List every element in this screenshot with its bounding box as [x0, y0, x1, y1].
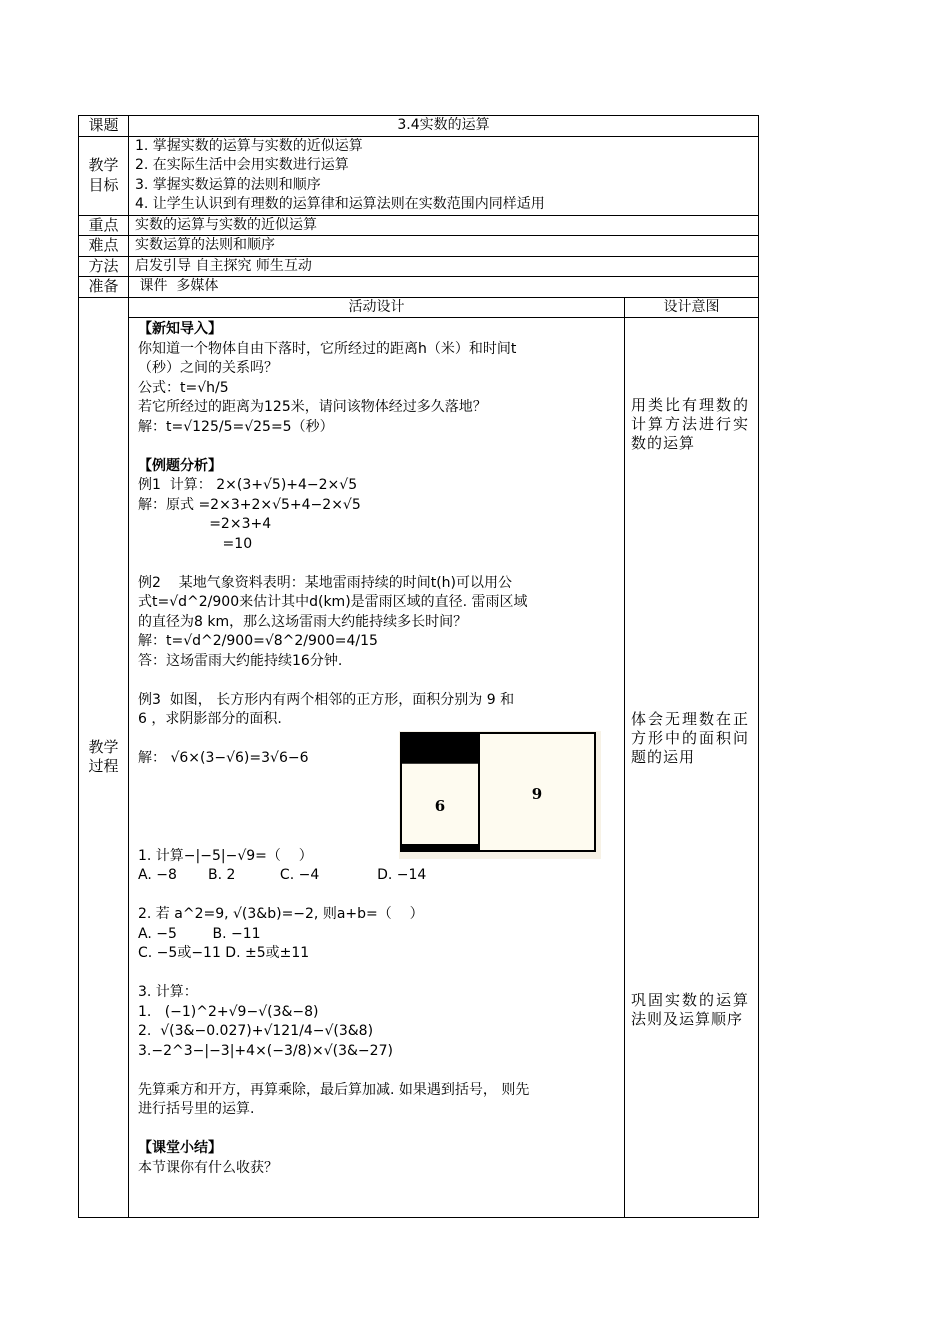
squares-figure	[399, 731, 601, 859]
activity-line: 1. 计算−|−5|−√9=（ ）	[138, 847, 313, 864]
blank-line	[138, 886, 618, 906]
activity-line: 例3 如图， 长方形内有两个相邻的正方形，面积分别为 9 和	[138, 691, 515, 708]
goals-list	[129, 136, 759, 215]
activity-line: 解： √6×(3−√6)=3√6−6	[138, 750, 309, 766]
activity-content	[129, 318, 625, 1218]
activity-line: 例1 计算： 2×(3+√5)+4−2×√5	[138, 477, 358, 493]
process-label: 教学 过程	[79, 297, 129, 1218]
goal-item: 2. 在实际生活中会用实数进行运算	[135, 157, 349, 173]
section-heading: 【例题分析】	[138, 457, 222, 474]
method-label: 方法	[79, 256, 129, 277]
blank-line	[138, 554, 618, 574]
activity-line: 2. √(3&−0.027)+√121/4−√(3&8)	[138, 1023, 374, 1039]
goals-label: 教学 目标	[79, 136, 129, 215]
activity-line: 6 ，求阴影部分的面积.	[138, 711, 282, 727]
difficulty-value: 实数运算的法则和顺序	[129, 236, 759, 257]
activity-line: 你知道一个物体自由下落时，它所经过的距离h（米）和时间t	[138, 340, 517, 357]
goal-item: 3. 掌握实数运算的法则和顺序	[135, 176, 321, 193]
lesson-plan-table	[78, 115, 759, 1218]
intent-note: 巩固实数的运算法则及运算顺序	[631, 991, 749, 1028]
activity-line: A. −8 B. 2 C. −4 D. −14	[138, 867, 427, 883]
activity-line: 3. 计算：	[138, 984, 198, 1000]
prep-value: 课件 多媒体	[129, 277, 759, 298]
difficulty-label: 难点	[79, 236, 129, 257]
activity-header: 活动设计	[129, 297, 625, 318]
intent-note: 用类比有理数的计算方法进行实数的运算	[631, 396, 749, 452]
topic-label: 课题	[79, 116, 129, 137]
activity-line: =2×3+4	[138, 516, 272, 532]
goal-item: 1. 掌握实数的运算与实数的近似运算	[135, 137, 363, 154]
goal-item: 4. 让学生认识到有理数的运算律和运算法则在实数范围内同样适用	[135, 196, 545, 212]
activity-line: 答：这场雷雨大约能持续16分钟.	[138, 652, 343, 669]
activity-line: 3.−2^3−|−3|+4×(−3/8)×√(3&−27)	[138, 1042, 393, 1059]
activity-line: （秒）之间的关系吗？	[138, 360, 278, 376]
blank-line	[138, 1120, 618, 1140]
activity-line: 若它所经过的距离为125米，请问该物体经过多久落地？	[138, 399, 487, 415]
blank-line	[138, 1061, 618, 1081]
section-heading: 【课堂小结】	[138, 1140, 222, 1156]
activity-line: 公式：t=√h/5	[138, 379, 229, 396]
activity-line: 进行括号里的运算.	[138, 1101, 255, 1117]
activity-line: A. −5 B. −11	[138, 925, 261, 942]
activity-line: 的直径为8 km，那么这场雷雨大约能持续多长时间？	[138, 613, 468, 630]
activity-line: 式t=√d^2/900来估计其中d(km)是雷雨区域的直径. 雷雨区域	[138, 594, 528, 610]
activity-line: 解：原式 =2×3+2×√5+4−2×√5	[138, 496, 361, 513]
activity-line: 2. 若 a^2=9, √(3&b)=−2, 则a+b=（ ）	[138, 906, 424, 922]
key-point-label: 重点	[79, 215, 129, 236]
activity-line: 本节课你有什么收获？	[138, 1159, 278, 1176]
blank-line	[138, 671, 618, 691]
activity-line: 解：t=√d^2/900=√8^2/900=4/15	[138, 633, 378, 649]
activity-line: =10	[138, 535, 253, 552]
intent-note: 体会无理数在正方形中的面积问题的运用	[631, 710, 749, 766]
squares-diagram	[399, 731, 601, 859]
topic-value: 3.4实数的运算	[129, 116, 759, 137]
activity-line: C. −5或−11 D. ±5或±11	[138, 945, 310, 961]
key-point-value: 实数的运算与实数的近似运算	[129, 215, 759, 236]
large-square-label: 9	[531, 785, 543, 803]
intent-header: 设计意图	[625, 297, 759, 318]
shaded-region-top	[401, 733, 479, 763]
activity-line: 例2 某地气象资料表明：某地雷雨持续的时间t(h)可以用公	[138, 574, 512, 591]
activity-line: 解：t=√125/5=√25=5（秒）	[138, 418, 334, 435]
small-square-label: 6	[434, 797, 446, 815]
blank-line	[138, 964, 618, 984]
activity-line: 1. (−1)^2+√9−√(3&−8)	[138, 1003, 319, 1020]
shaded-region-bottom	[401, 844, 479, 851]
activity-line: 先算乘方和开方，再算乘除，最后算加减. 如果遇到括号， 则先	[138, 1081, 530, 1098]
method-value: 启发引导 自主探究 师生互动	[129, 256, 759, 277]
intent-content	[625, 318, 759, 1218]
section-heading: 【新知导入】	[138, 321, 222, 337]
blank-line	[138, 437, 618, 457]
prep-label: 准备	[79, 277, 129, 298]
